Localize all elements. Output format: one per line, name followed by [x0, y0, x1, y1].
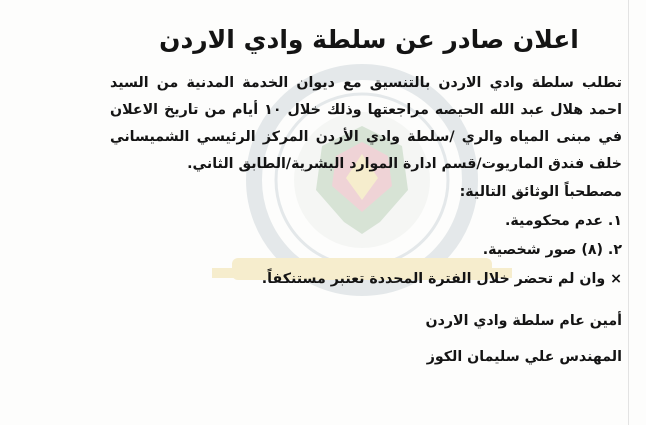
announcement-body: تطلب سلطة وادي الاردن بالتنسيق مع ديوان الخدمة المدنية من السيد احمد هلال عبد الله الحيصه مراجعتها وذلك خلال ١٠ أيام من تاريخ الاعلان في مبنى المياه والري /سلطة وادي الأردن المركز الرئيسي الشميساني خلف فندق الماريوت/قسم ادارة الموارد البشرية/الطابق الثاني.	[110, 75, 622, 172]
document-item-no-conviction: ١. عدم محكومية.	[505, 213, 622, 229]
announcement-content	[110, 18, 622, 374]
absence-warning: × وان لم تحضر خلال الفترة المحددة تعتبر مستنكفاً.	[261, 271, 622, 287]
signatory-position: أمين عام سلطة وادي الاردن	[425, 313, 622, 329]
announcement-title: اعلان صادر عن سلطة وادي الاردن	[159, 25, 579, 54]
document-item-personal-photos: ٢. (٨) صور شخصية.	[482, 242, 622, 258]
documents-heading: مصطحباً الوثائق التالية:	[459, 184, 622, 200]
page-edge-rule	[628, 0, 629, 425]
signatory-name: المهندس علي سليمان الكوز	[426, 349, 622, 365]
